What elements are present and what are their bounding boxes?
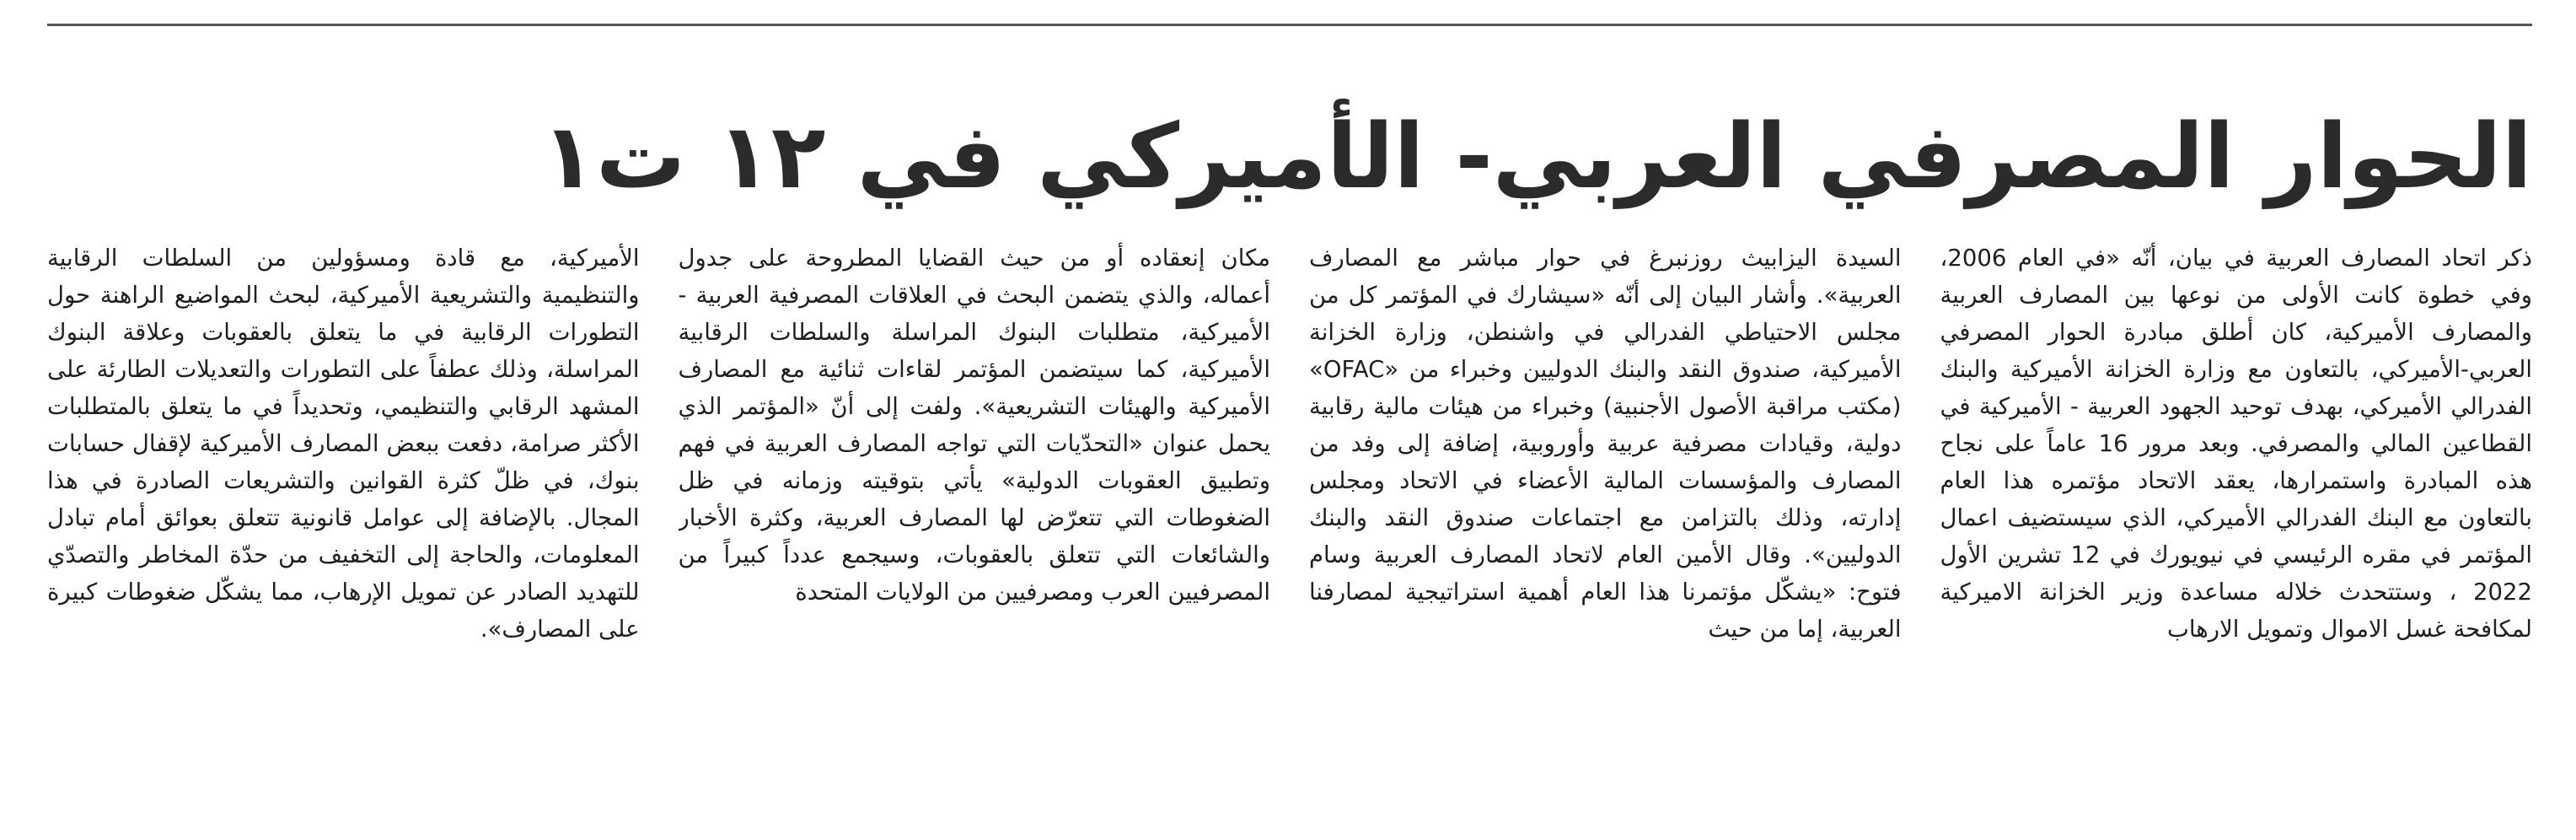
column-2-text: السيدة اليزابيث روزنبرغ في حوار مباشر مع المصارف العربية». وأشار البيان إلى أنّه «سيشارك في المؤتمر كل من مجلس الاحتياطي الفدرالي في واشنطن، وزارة الخزانة الأميركية، صندوق النقد والبنك الدوليين وخبراء من «OFAC» (مكتب مراقبة الأصول الأجنبية) وخبراء من هيئات مالية رقابية دولية، وقيادات مصرفية عربية وأوروبية، إضافة إلى وفد من المصارف والمؤسسات المالية الأعضاء في الاتحاد ومجلس إدارته، وذلك بالتزامن مع اجتماعات صندوق النقد والبنك الدوليين». وقال الأمين العام لاتحاد المصارف العربية وسام فتوح: «يشكّل مؤتمرنا هذا العام أهمية استراتيجية لمصارفنا العربية، إما من حيث: [1309, 245, 1902, 643]
article-body: [47, 240, 2532, 830]
article-column-2: [1309, 240, 1902, 830]
article-column-4: [47, 240, 640, 830]
column-1-text: ذكر اتحاد المصارف العربية في بيان، أنّه «في العام 2006، وفي خطوة كانت الأولى من نوعها بين المصارف العربية والمصارف الأميركية، كان أطلق مبادرة الحوار المصرفي العربي-الأميركي، بالتعاون مع وزارة الخزانة الأميركية والبنك الفدرالي الأميركي، بهدف توحيد الجهود العربية - الأميركية في القطاعين المالي والمصرفي. وبعد مرور 16 عاماً على نجاح هذه المبادرة واستمرارها، يعقد الاتحاد مؤتمره هذا العام بالتعاون مع البنك الفدرالي الأميركي، الذي سيستضيف اعمال المؤتمر في مقره الرئيسي في نيويورك في 12 تشرين الأول 2022 ، وستتحدث خلاله مساعدة وزير الخزانة الاميركية لمكافحة غسل الاموال وتمويل الارهاب: [1940, 245, 2532, 643]
top-rule: [47, 24, 2532, 26]
article-headline: الحوار المصرفي العربي- الأميركي في ١٢ ت١: [541, 105, 2532, 209]
column-4-text: الأميركية، مع قادة ومسؤولين من السلطات الرقابية والتنظيمية والتشريعية الأميركية، لبحث المواضيع الراهنة حول التطورات الرقابية في ما يتعلق بالعقوبات وعلاقة البنوك المراسلة، وذلك عطفاً على التطورات والتعديلات الطارئة على المشهد الرقابي والتنظيمي، وتحديداً في ما يتعلق بالمتطلبات الأكثر صرامة، دفعت ببعض المصارف الأميركية لإقفال حسابات بنوك، في ظلّ كثرة القوانين والتشريعات الصادرة في هذا المجال. بالإضافة إلى عوامل قانونية تتعلق بعوائق أمام تبادل المعلومات، والحاجة إلى التخفيف من حدّة المخاطر والتصدّي للتهديد الصادر عن تمويل الإرهاب، مما يشكّل ضغوطات كبيرة على المصارف».: [47, 245, 640, 643]
column-3-text: مكان إنعقاده أو من حيث القضايا المطروحة على جدول أعماله، والذي يتضمن البحث في العلاقات المصرفية العربية - الأميركية، متطلبات البنوك المراسلة والسلطات الرقابية الأميركية، كما سيتضمن المؤتمر لقاءات ثنائية مع المصارف الأميركية والهيئات التشريعية». ولفت إلى أنّ «المؤتمر الذي يحمل عنوان «التحدّيات التي تواجه المصارف العربية في فهم وتطبيق العقوبات الدولية» يأتي بتوقيته وزمانه في ظل الضغوطات التي تتعرّض لها المصارف العربية، وكثرة الأخبار والشائعات التي تتعلق بالعقوبات، وسيجمع عدداً كبيراً من المصرفيين العرب ومصرفيين من الولايات المتحدة: [678, 245, 1270, 606]
article-column-1: [1940, 240, 2533, 830]
article-column-3: [679, 240, 1271, 830]
